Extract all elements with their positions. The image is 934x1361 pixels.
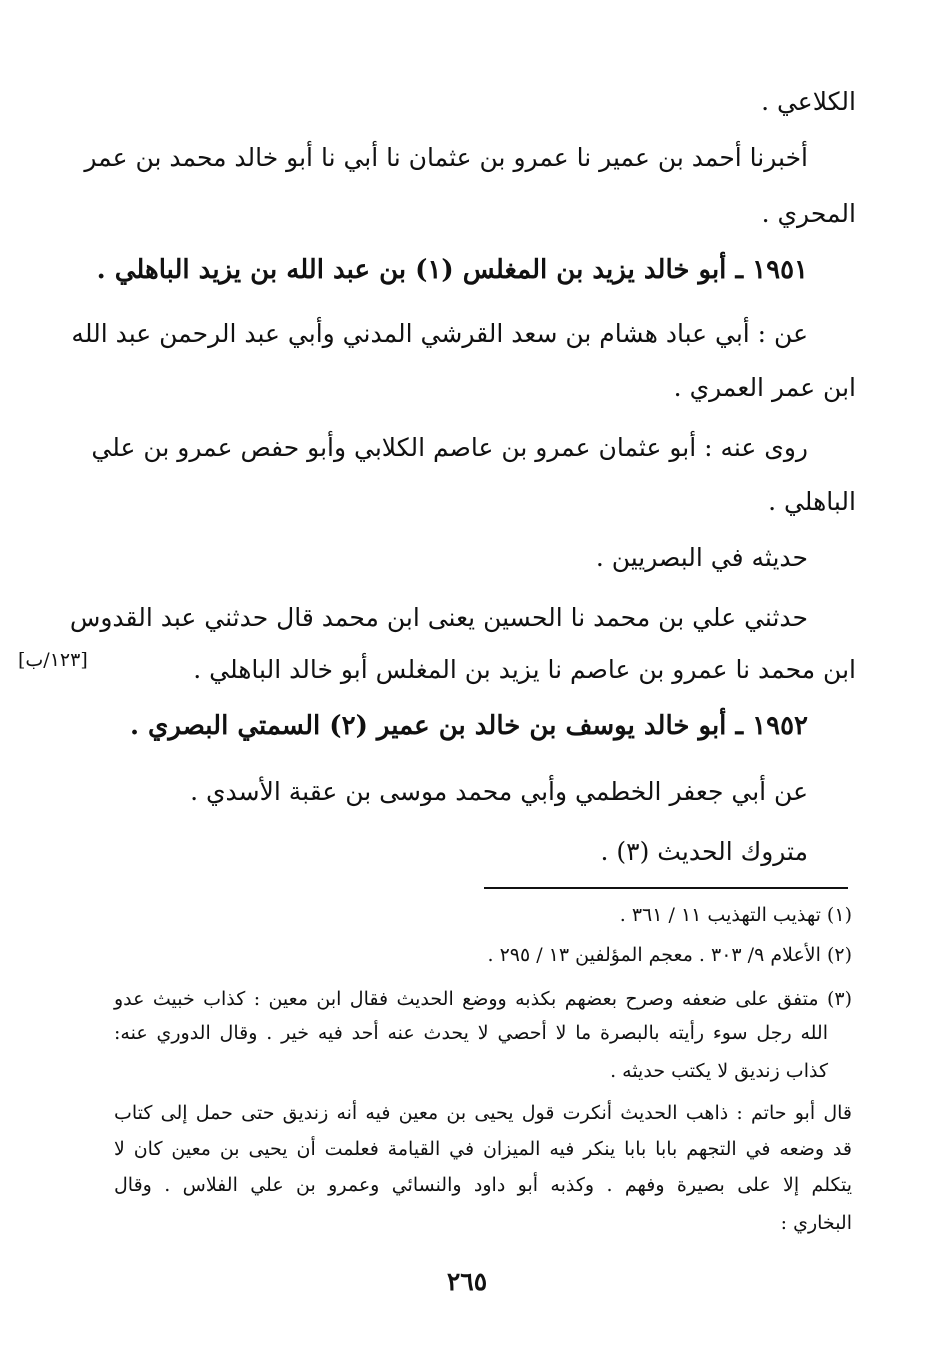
footnote-3-line: يتكلم إلا على بصيرة وفهم . وكذبه أبو داود والنسائي وعمرو بن علي الفلاس . وقال	[114, 1174, 852, 1196]
text-line: متروك الحديث (٣) .	[600, 837, 808, 866]
folio-margin-note: [١٢٣/ب]	[18, 649, 88, 671]
text-line: الكلاعي .	[761, 87, 856, 116]
footnote-3-line: قال أبو حاتم : ذاهب الحديث أنكرت قول يحيى بن معين فيه أنه زنديق حتى حمل إلى كتاب	[114, 1102, 852, 1124]
text-line: ابن عمر العمري .	[673, 373, 856, 402]
text-line: روى عنه : أبو عثمان عمرو بن عاصم الكلابي وأبو حفص عمرو بن علي	[91, 433, 808, 462]
footnote-3-line: (٣) متفق على ضعفه وصرح بعضهم بكذبه ووضع الحديث فقال ابن معين : كذاب خبيث عدو	[114, 988, 852, 1010]
entry-heading-1951: ١٩٥١ ـ أبو خالد يزيد بن المغلس (١) بن عبد الله بن يزيد الباهلي .	[96, 255, 808, 285]
text-line: الباهلي .	[768, 487, 856, 516]
footnote-3-line: الله رجل سوء رأيته بالبصرة ما لا أحصي لا يحدث عنه أحد فيه خير . وقال الدوري عنه:	[114, 1022, 828, 1044]
entry-heading-1952: ١٩٥٢ ـ أبو خالد يوسف بن خالد بن عمير (٢) السمتي البصري .	[129, 711, 808, 741]
footnote-3-line: البخاري :	[780, 1212, 852, 1234]
page-number: ٢٦٥	[446, 1267, 488, 1296]
footnote-2: (٢) الأعلام ٩/ ٣٠٣ . معجم المؤلفين ١٣ / ٢٩٥ .	[487, 944, 852, 966]
text-line: المحري .	[761, 199, 856, 228]
footnote-3-line: كذاب زنديق لا يكتب حديثه .	[610, 1060, 828, 1082]
text-line: حدثني علي بن محمد نا الحسين يعنى ابن محمد قال حدثني عبد القدوس	[69, 603, 808, 632]
text-line: حديثه في البصريين .	[595, 543, 808, 572]
text-line: أخبرنا أحمد بن عمير نا عمرو بن عثمان نا أبي نا أبو خالد محمد بن عمر	[84, 143, 808, 172]
footnote-divider	[484, 887, 848, 889]
text-line: عن أبي جعفر الخطمي وأبي محمد موسى بن عقبة الأسدي .	[190, 777, 808, 806]
text-line: ابن محمد نا عمرو بن عاصم نا يزيد بن المغلس أبو خالد الباهلي .	[193, 655, 856, 684]
text-line: عن : أبي عباد هشام بن سعد القرشي المدني وأبي عبد الرحمن عبد الله	[71, 319, 808, 348]
footnote-3-line: قد وضعه في التجهم بابا بابا ينكر فيه الميزان في القيامة فعلمت أن يحيى بن معين كان لا	[114, 1138, 852, 1160]
footnote-1: (١) تهذيب التهذيب ١١ / ٣٦١ .	[619, 904, 852, 926]
